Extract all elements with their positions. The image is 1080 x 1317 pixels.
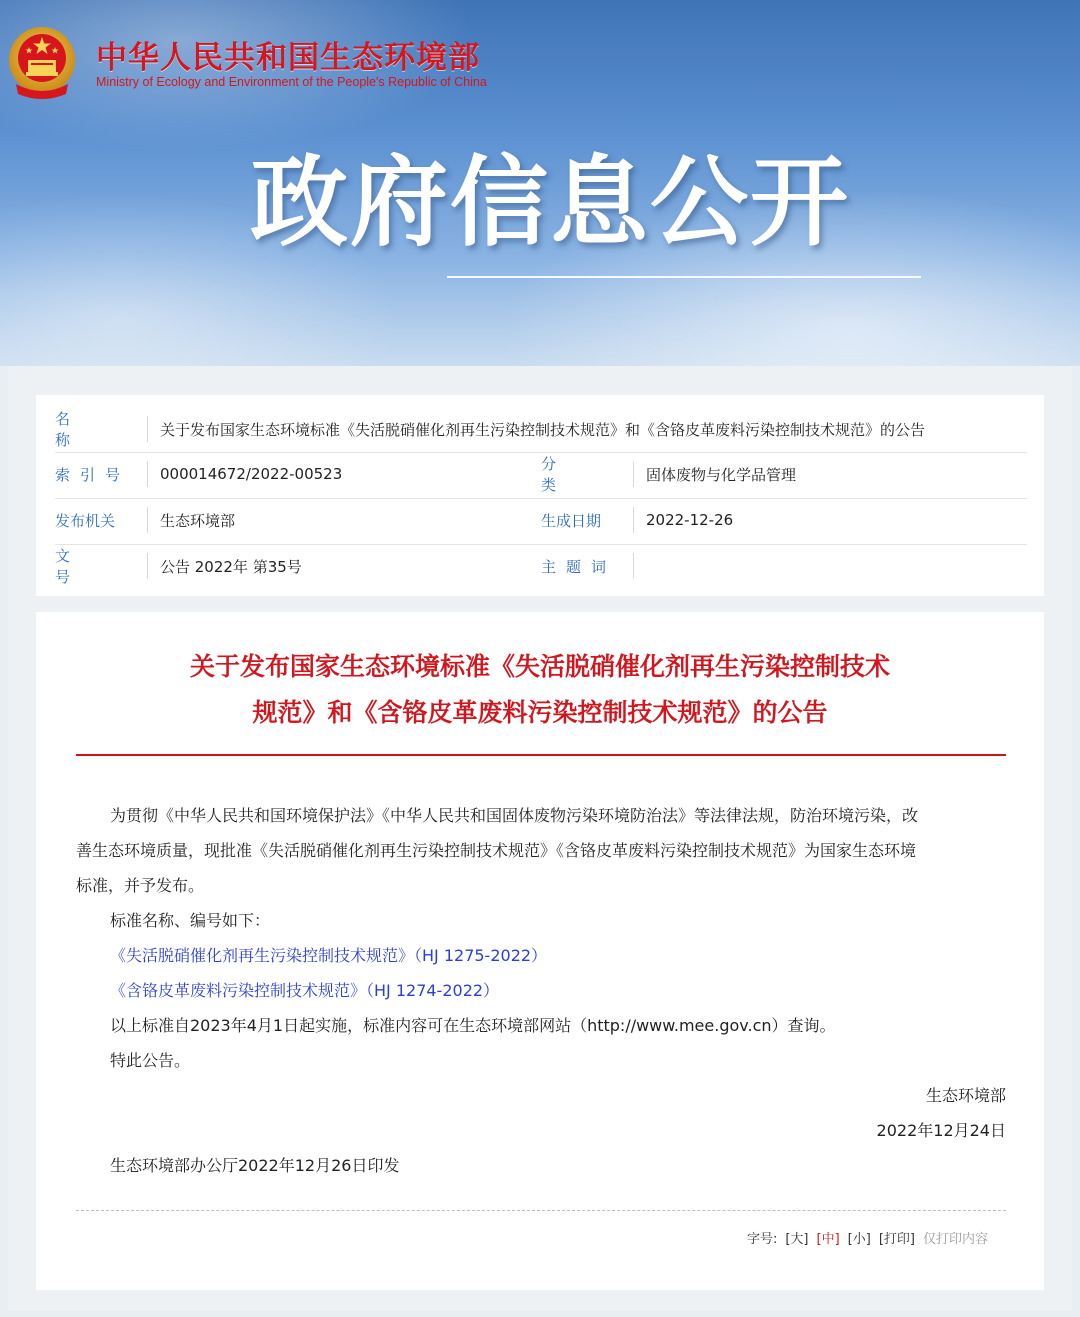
meta-label-keywords-text: 主题词 bbox=[541, 557, 617, 576]
meta-value-category: 固体废物与化学品管理 bbox=[646, 465, 797, 484]
footer-divider bbox=[76, 1210, 1006, 1211]
article-title-line1: 关于发布国家生态环境标准《失活脱硝催化剂再生污染控制技术 bbox=[189, 652, 890, 681]
meta-separator bbox=[633, 461, 634, 487]
meta-row-category bbox=[541, 455, 797, 494]
meta-label-name bbox=[55, 408, 135, 450]
signature-date: 2022年12月24日 bbox=[876, 1121, 1006, 1140]
title-divider bbox=[76, 754, 1006, 756]
meta-value-index: 000014672/2022-00523 bbox=[160, 465, 343, 483]
signature-org: 生态环境部 bbox=[925, 1086, 1006, 1105]
meta-label-index bbox=[55, 464, 135, 485]
meta-label-doc-no bbox=[55, 545, 135, 587]
meta-row-doc-no bbox=[55, 547, 302, 586]
meta-label-index-text: 索引号 bbox=[55, 465, 131, 484]
meta-separator bbox=[147, 553, 148, 579]
national-emblem-icon bbox=[8, 24, 76, 104]
meta-row-keywords bbox=[541, 551, 646, 581]
standard-link-hj1275[interactable]: 《失活脱硝催化剂再生污染控制技术规范》（HJ 1275-2022） bbox=[110, 946, 548, 965]
ministry-name-cn: 中华人民共和国生态环境部 bbox=[96, 40, 480, 76]
font-size-medium-button[interactable]: [中] bbox=[816, 1232, 840, 1247]
meta-label-issuer bbox=[55, 510, 135, 531]
banner-title: 政府信息公开 bbox=[250, 146, 851, 260]
font-size-toolbar bbox=[747, 1228, 988, 1247]
meta-label-date bbox=[541, 510, 621, 531]
meta-separator bbox=[147, 461, 148, 487]
meta-label-date-text: 生成日期 bbox=[541, 511, 602, 530]
meta-row-issuer bbox=[55, 505, 235, 535]
meta-label-issuer-text: 发布机关 bbox=[55, 511, 116, 530]
font-size-large-button[interactable]: [大] bbox=[785, 1232, 809, 1247]
print-note: 生态环境部办公厅2022年12月26日印发 bbox=[110, 1156, 400, 1175]
meta-value-date: 2022-12-26 bbox=[646, 511, 734, 529]
meta-label-doc-no-text: 文号 bbox=[55, 547, 105, 586]
meta-label-keywords bbox=[541, 556, 621, 577]
meta-label-category bbox=[541, 453, 621, 495]
font-size-label: 字号: bbox=[746, 1232, 778, 1247]
content-area bbox=[8, 366, 1072, 1311]
paragraph-1-line-1: 为贯彻《中华人民共和国环境保护法》《中华人民共和国固体废物污染环境防治法》等法律法规，防治环境污染，改 bbox=[110, 806, 919, 825]
document-metadata-panel bbox=[36, 395, 1044, 596]
font-size-small-button[interactable]: [小] bbox=[847, 1232, 871, 1247]
paragraph-4: 特此公告。 bbox=[110, 1051, 191, 1070]
print-button[interactable]: [打印] bbox=[878, 1232, 915, 1247]
meta-separator bbox=[633, 507, 634, 533]
article-panel bbox=[36, 612, 1044, 1290]
meta-label-name-text: 名称 bbox=[55, 410, 105, 449]
article-title bbox=[76, 644, 1004, 736]
meta-row-name bbox=[55, 410, 926, 449]
meta-label-category-text: 分类 bbox=[541, 455, 591, 494]
article-title-line2: 规范》和《含铬皮革废料污染控制技术规范》的公告 bbox=[252, 698, 828, 727]
meta-separator bbox=[147, 507, 148, 533]
meta-row-index bbox=[55, 459, 342, 489]
meta-value-issuer: 生态环境部 bbox=[160, 511, 236, 530]
header-banner bbox=[0, 0, 1080, 366]
meta-separator bbox=[633, 553, 634, 579]
meta-value-name: 关于发布国家生态环境标准《失活脱硝催化剂再生污染控制技术规范》和《含铬皮革废料污染控制技术规范》的公告 bbox=[160, 420, 926, 439]
meta-row-date bbox=[541, 505, 733, 535]
paragraph-2: 标准名称、编号如下： bbox=[110, 911, 271, 930]
ministry-name-en: Ministry of Ecology and Environment of the People's Republic of China bbox=[96, 75, 487, 89]
meta-divider bbox=[55, 544, 1027, 545]
standard-link-hj1274[interactable]: 《含铬皮革废料污染控制技术规范》（HJ 1274-2022） bbox=[110, 981, 500, 1000]
paragraph-1-line-3: 标准，并予发布。 bbox=[76, 876, 205, 895]
paragraph-3: 以上标准自2023年4月1日起实施，标准内容可在生态环境部网站（http://www.mee.gov.cn）查询。 bbox=[110, 1016, 836, 1035]
meta-value-doc-no: 公告 2022年 第35号 bbox=[160, 557, 302, 576]
meta-separator bbox=[147, 416, 148, 442]
meta-divider bbox=[55, 498, 1027, 499]
print-content-only-button[interactable]: 仅打印内容 bbox=[922, 1232, 988, 1247]
banner-divider bbox=[447, 276, 921, 278]
paragraph-1-line-2: 善生态环境质量，现批准《失活脱硝催化剂再生污染控制技术规范》《含铬皮革废料污染控制技术规范》为国家生态环境 bbox=[76, 841, 917, 860]
